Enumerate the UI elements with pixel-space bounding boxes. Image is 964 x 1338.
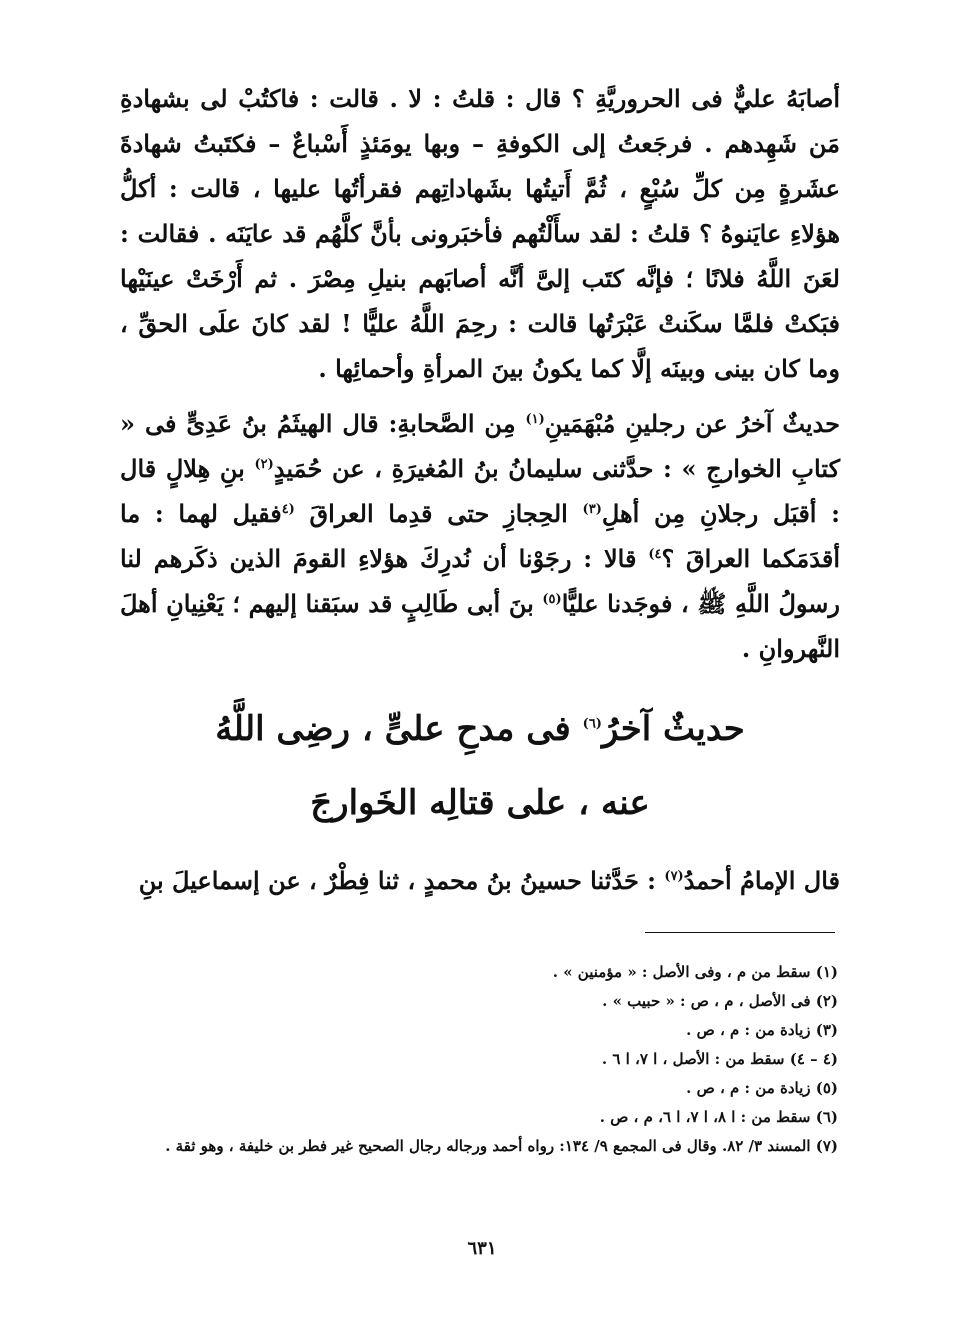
paragraph-2-text-e: قالا : رجَوْنا أن نُدرِكَ هؤلاءِ القومَ الذين ذكَرهم لنا رسولُ اللَّهِ ﷺ ، فوجَدنا عليًّا [120, 544, 840, 618]
footnote-marker-4-open: (٤ [281, 502, 295, 517]
footnote-marker-3: (٣) [582, 502, 602, 517]
footnote-marker-1: (١) [525, 412, 545, 427]
footnote-marker-7: (٧) [664, 869, 684, 884]
footnote: (٤ – ٤) سقط من : الأصل ، ا ٧، ا ٦ . [601, 1050, 838, 1068]
footnote-divider [645, 932, 835, 933]
paragraph-2-text-b: بنِ هِلالٍ قال : أقبَل رجلانِ مِن أهلِ [120, 454, 841, 528]
footnote-marker-2: (٢) [254, 457, 274, 472]
footnote: (٥) زيادة من : م ، ص . [686, 1079, 838, 1097]
page-number: ٦٣١ [467, 1238, 497, 1259]
narration-text-b: : حَدَّثنا حسينُ بنُ محمدٍ ، ثنا فِطْرٌ ، عن إسماعيلَ بنِ [138, 866, 657, 895]
footnote: (٧) المسند ٣/ ٨٢. وقال فى المجمع ٩/ ١٣٤: رواه أحمد ورجاله رجال الصحيح غير فطر بن خليفة ، وهو ثقة . [165, 1137, 838, 1155]
footnote: (٦) سقط من : ا ٨، ا ٧، ا ٦، م ، ص . [599, 1108, 838, 1126]
footnote-marker-5: (٥) [542, 592, 562, 607]
main-text [120, 76, 840, 671]
chain-of-narration [120, 858, 840, 903]
footnote: (٢) فى الأصل ، م ، ص : « حبيب » . [602, 992, 838, 1010]
heading-text-a: حديثٌ آخرُ [601, 709, 745, 749]
paragraph-2-text-f: بنَ أبى طَالِبٍ قد سبَقنا إليهم ؛ يَعْنِيانِ أهلَ النَّهروانِ . [120, 589, 840, 663]
hadith-lead: حديثٌ آخرُ عن رجلينِ مُبْهَمَينِ [544, 409, 840, 438]
footnote: (٣) زيادة من : م ، ص . [686, 1021, 838, 1039]
paragraph-2-text-c: الحِجازِ حتى قدِما العراقَ [309, 499, 568, 528]
paragraph-2-text-d: فقيل لهما : ما أقدَمَكما العراقَ ؟ [120, 499, 841, 573]
footnote-marker-4-close: ٤) [648, 547, 662, 562]
section-heading-line-2: عنه ، على قتالِه الخَوارجَ [310, 783, 650, 823]
paragraph-2-text-a: قال الهيثَمُ بنُ عَدِىٍّ فى « كتابِ الخوارجِ » : حدَّثنى سليمانُ بنُ المُغيرَةِ ، عن حُمَيدٍ [120, 409, 841, 483]
footnote-marker-6: (٦) [582, 716, 602, 732]
hadith-lead-tail: مِن الصَّحابةِ: [388, 409, 516, 438]
footnotes [120, 958, 838, 1161]
paragraph-1: أصابَهُ عليٌّ فى الحروريَّةِ ؟ قال : قلتُ : لا . قالت : فاكتُبْ لى بشهادةِ مَن شَهِدهم . فرجَعتُ إلى الكوفةِ – وبها يومَئذٍ أَسْباعٌ – فكتَبتُ شهادةَ عشَرةٍ مِن كلِّ سُبْعٍ ، ثُمَّ أَتيتُها بشَهاداتِهم فقرأتُها عليها ، قالت : أكلُّ هؤلاءِ عايَنوهُ ؟ قلتُ : لقد سأَلْتُهم فأخبَرونى بأنَّ كلَّهُم قد عايَنَه . فقالت : لعَنَ اللَّهُ فلانًا ؛ فإنَّه كتَب إلىَّ أنَّه أصابَهم بنيلِ مِصْرَ . ثم أَرْخَتْ عينَيْها فبَكتْ فلمَّا سكَنتْ عَبْرَتُها قالت : رحِمَ اللَّهُ عليًّا ! لقد كانَ علَى الحقِّ ، وما كان بينى وبينَه إلَّا كما يكونُ بينَ المرأةِ وأحمائِها . [120, 84, 840, 383]
footnote: (١) سقط من م ، وفى الأصل : « مؤمنين » . [552, 963, 838, 981]
heading-text-b: فى مدحِ علىٍّ ، رضِى اللَّهُ [215, 709, 571, 749]
paragraph-2 [120, 401, 840, 671]
narration-text-a: قال الإمامُ أحمدُ [683, 866, 840, 895]
section-heading-line-1 [120, 694, 840, 764]
